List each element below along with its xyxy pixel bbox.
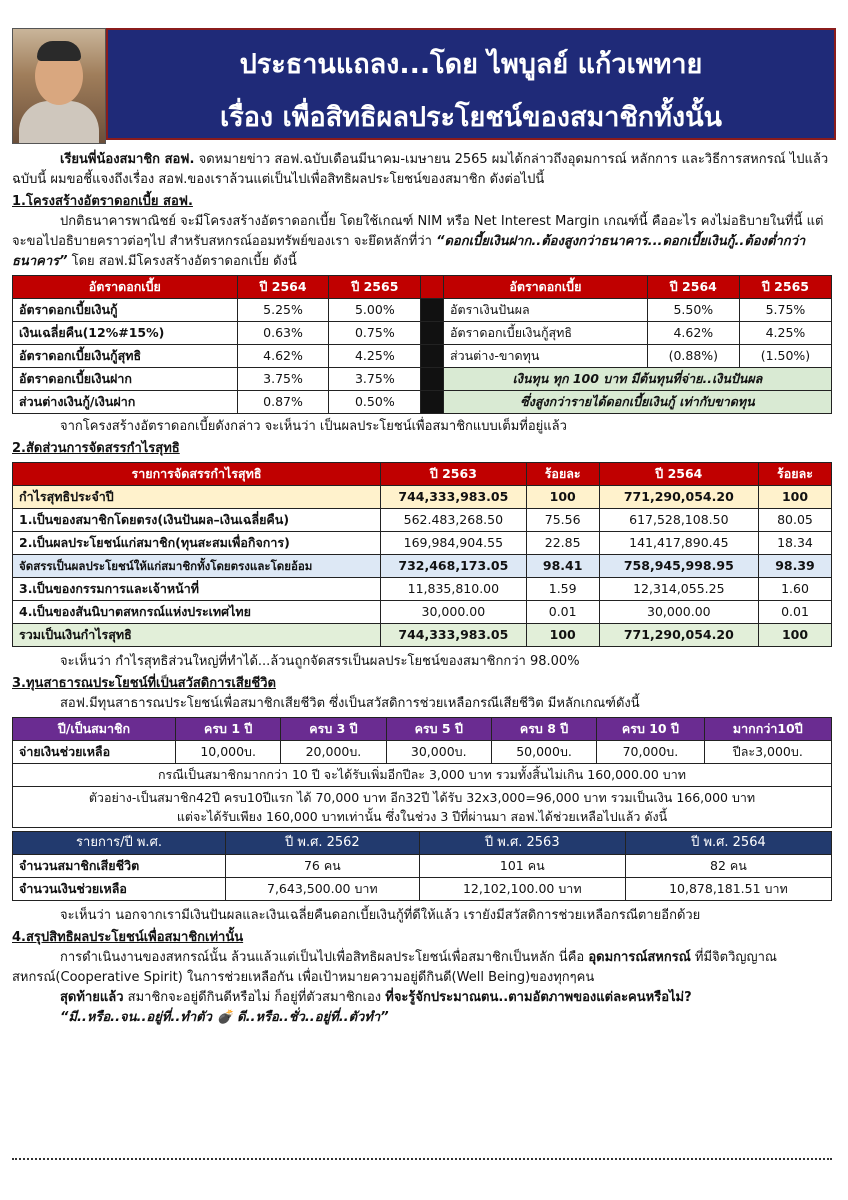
quote-part-1: “มี..หรือ..จน..อยู่ที่..ทำตัว [60,1010,217,1025]
s1-text-a: ปกติธนาคารพาณิชย์ จะมีโครงสร้างอัตราดอกเบี้ย โดยใช้เกณฑ์ NIM หรือ Net Interest Margin เกณฑ์นี้ คืออะไร คงไม่อธิบายในที่นี้ แต่จะขอไปอธิบายคราวต่อๆไป สำหรับสหกรณ์ออมทรัพย์ของเรา จะยึดหลักที่ว่า [12,214,824,249]
bomb-icon: 💣 [216,1010,233,1025]
benefit-header: ครบ 5 ปี [386,718,491,741]
alloc-label: จัดสรรเป็นผลประโยชน์ให้แก่สมาชิกทั้งโดยตรงและโดยอ้อม [13,555,381,578]
s4-ideology: อุดมการณ์สหกรณ์ [588,950,691,965]
alloc-value: 22.85 [526,532,599,555]
section3-heading: 3.ทุนสาธารณประโยชน์ที่เป็นสวัสดิการเสียชีวิต [12,676,276,691]
alloc-value: 100 [759,486,832,509]
benefit-note: กรณีเป็นสมาชิกมากกว่า 10 ปี จะได้รับเพิ่มอีกปีละ 3,000 บาท รวมทั้งสิ้นไม่เกิน 160,000.00 บาท [13,764,832,787]
section3-conclusion: จะเห็นว่า นอกจากเรามีเงินปันผลและเงินเฉลี่ยคืนดอกเบี้ยเงินกู้ที่ดีให้แล้ว เรายังมีสวัสดิการช่วยเหลือกรณีตายอีกด้วย [60,908,701,923]
death-statistics-table [12,831,832,901]
table-row [13,368,832,391]
death-benefit-table [12,717,832,828]
alloc-header: รายการจัดสรรกำไรสุทธิ [13,463,381,486]
table-row [13,345,832,368]
table-row [13,299,832,322]
interest-rate-table [12,275,832,414]
section1-conclusion: จากโครงสร้างอัตราดอกเบี้ยดังกล่าว จะเห็นว่า เป็นผลประโยชน์เพื่อสมาชิกแบบเต็มที่อยู่แล้ว [60,419,567,434]
alloc-value: 771,290,054.20 [599,624,758,647]
table-row [13,787,832,828]
alloc-value: 169,984,904.55 [381,532,527,555]
table-row [13,878,832,901]
alloc-value: 80.05 [759,509,832,532]
alloc-value: 744,333,983.05 [381,624,527,647]
s4-text-c: ที่มีจิตวิญญาณสหกรณ์(Cooperative Spirit) ในการช่วยเหลือกัน เพื่อเป้าหมายความอยู่ดีกินดี(Well Being)ของทุกๆคน [12,950,777,985]
divider [421,299,444,322]
rate-value: 4.25% [739,322,831,345]
section4-paragraph-2 [12,988,832,1008]
rate-value: (0.88%) [647,345,739,368]
benefit-value: 70,000บ. [597,741,704,764]
rate-value: 0.75% [329,322,421,345]
death-header: ปี พ.ศ. 2564 [625,832,831,855]
alloc-value: 30,000.00 [599,601,758,624]
section4-heading: 4.สรุปสิทธิผลประโยชน์เพื่อสมาชิกเท่านั้น [12,930,244,945]
header [12,28,838,144]
s4-text-b: สมาชิกจะอยู่ดีกินดีหรือไม่ ก็อยู่ที่ตัวสมาชิกเอง [123,990,386,1005]
rate-header: ปี 2564 [647,276,739,299]
alloc-value: 758,945,998.95 [599,555,758,578]
alloc-label: 4.เป็นของสันนิบาตสหกรณ์แห่งประเทศไทย [13,601,381,624]
s4-finally: สุดท้ายแล้ว [60,990,124,1005]
alloc-label: กำไรสุทธิประจำปี [13,486,381,509]
rate-value: 0.63% [237,322,329,345]
rate-value: 0.87% [237,391,329,414]
alloc-value: 11,835,810.00 [381,578,527,601]
alloc-value: 75.56 [526,509,599,532]
section4-paragraph-1 [12,948,832,988]
benefit-label: จ่ายเงินช่วยเหลือ [13,741,176,764]
footer-divider [12,1158,832,1160]
death-value: 12,102,100.00 บาท [419,878,625,901]
benefit-header: ครบ 3 ปี [281,718,386,741]
example-line-1: ตัวอย่าง-เป็นสมาชิก42ปี ครบ10ปีแรก ได้ 70,000 บาท อีก32ปี ได้รับ 32x3,000=96,000 บาท รวมเป็นเงิน 166,000 บาท [88,790,756,805]
benefit-header: ครบ 1 ปี [176,718,281,741]
benefit-header: ปี/เป็นสมาชิก [13,718,176,741]
benefit-header: ครบ 8 ปี [491,718,596,741]
rate-label: ส่วนต่าง-ขาดทุน [443,345,647,368]
rate-label: อัตราดอกเบี้ยเงินกู้สุทธิ [443,322,647,345]
benefit-header: ครบ 10 ปี [597,718,704,741]
table-row [13,741,832,764]
alloc-value: 0.01 [759,601,832,624]
greeting: เรียนพี่น้องสมาชิก สอฟ. [60,152,195,167]
rate-header: ปี 2565 [329,276,421,299]
divider [421,368,444,391]
alloc-header: ปี 2563 [381,463,527,486]
s1-principle: “ดอกเบี้ยเงินฝาก..ต้องสูงกว่าธนาคาร...ดอกเบี้ยเงินกู้..ต้องต่ำกว่าธนาคาร” [12,234,806,269]
benefit-value: 50,000บ. [491,741,596,764]
rate-header: อัตราดอกเบี้ย [443,276,647,299]
s4-text-a: การดำเนินงานของสหกรณ์นั้น ล้วนแล้วแต่เป็นไปเพื่อสิทธิผลประโยชน์เพื่อสมาชิกเป็นหลัก นี่คือ [60,950,589,965]
death-value: 7,643,500.00 บาท [226,878,420,901]
rate-label: ส่วนต่างเงินกู้/เงินฝาก [13,391,238,414]
alloc-value: 732,468,173.05 [381,555,527,578]
table-row [13,532,832,555]
table-row [13,855,832,878]
title-banner [106,28,836,140]
closing-quote [12,1008,832,1028]
death-label: จำนวนเงินช่วยเหลือ [13,878,226,901]
alloc-value: 100 [526,624,599,647]
rate-label: อัตราดอกเบี้ยเงินฝาก [13,368,238,391]
death-value: 82 คน [625,855,831,878]
table-row [13,764,832,787]
section2-heading: 2.สัดส่วนการจัดสรรกำไรสุทธิ [12,441,180,456]
title-line-1: ประธานแถลง...โดย ไพบูลย์ แก้วเพทาย [239,49,703,80]
death-header: ปี พ.ศ. 2563 [419,832,625,855]
rate-value: 4.62% [237,345,329,368]
title-line-2: เรื่อง เพื่อสิทธิผลประโยชน์ของสมาชิกทั้งนั้น [219,102,722,133]
rate-value: 5.00% [329,299,421,322]
rate-value: 5.75% [739,299,831,322]
table-row [13,578,832,601]
alloc-value: 1.60 [759,578,832,601]
death-value: 10,878,181.51 บาท [625,878,831,901]
alloc-value: 100 [759,624,832,647]
table-row [13,601,832,624]
rate-label: อัตราดอกเบี้ยเงินกู้ [13,299,238,322]
benefit-value: 20,000บ. [281,741,386,764]
alloc-value: 30,000.00 [381,601,527,624]
rate-label: อัตราเงินปันผล [443,299,647,322]
alloc-value: 98.39 [759,555,832,578]
rate-value: 3.75% [329,368,421,391]
benefit-value: 30,000บ. [386,741,491,764]
rate-header: ปี 2564 [237,276,329,299]
benefit-value: 10,000บ. [176,741,281,764]
alloc-value: 771,290,054.20 [599,486,758,509]
divider [421,322,444,345]
quote-part-2: ดี..หรือ..ชั่ว..อยู่ที่..ตัวทำ” [232,1010,389,1025]
benefit-value: ปีละ3,000บ. [704,741,831,764]
table-row [13,509,832,532]
section1-heading: 1.โครงสร้างอัตราดอกเบี้ย สอฟ. [12,194,193,209]
section3-intro: สอฟ.มีทุนสาธารณประโยชน์เพื่อสมาชิกเสียชีวิต ซึ่งเป็นสวัสดิการช่วยเหลือกรณีเสียชีวิต มีหลักเกณฑ์ดังนี้ [60,696,640,711]
rate-label: อัตราดอกเบี้ยเงินกู้สุทธิ [13,345,238,368]
death-label: จำนวนสมาชิกเสียชีวิต [13,855,226,878]
alloc-value: 141,417,890.45 [599,532,758,555]
loss-note-1: เงินทุน ทุก 100 บาท มีต้นทุนที่จ่าย..เงินปันผล [443,368,831,391]
table-row [13,322,832,345]
death-value: 101 คน [419,855,625,878]
rate-value: 0.50% [329,391,421,414]
table-row [13,391,832,414]
table-row [13,486,832,509]
rate-header: ปี 2565 [739,276,831,299]
rate-value: 5.25% [237,299,329,322]
rate-value: 4.25% [329,345,421,368]
alloc-value: 617,528,108.50 [599,509,758,532]
divider [421,391,444,414]
intro-text: จดหมายข่าว สอฟ.ฉบับเดือนมีนาคม-เมษายน 2565 ผมได้กล่าวถึงอุดมการณ์ หลักการ และวิธีการสหกรณ์ ไปแล้ว ฉบับนี้ ผมขอชี้แจงถึงเรื่อง สอฟ.ของเราล้วนแต่เป็นไปเพื่อสิทธิผลประโยชน์ของสมาชิก ดังต่อไปนี้ [12,152,829,187]
rate-header-gap [421,276,444,299]
table-row [13,555,832,578]
alloc-label: 1.เป็นของสมาชิกโดยตรง(เงินปันผล–เงินเฉลี่ยคืน) [13,509,381,532]
alloc-value: 100 [526,486,599,509]
alloc-value: 18.34 [759,532,832,555]
table-row [13,624,832,647]
alloc-header: ร้อยละ [526,463,599,486]
alloc-header: ร้อยละ [759,463,832,486]
death-value: 76 คน [226,855,420,878]
article-body [12,150,832,1028]
alloc-value: 12,314,055.25 [599,578,758,601]
alloc-label: 3.เป็นของกรรมการและเจ้าหน้าที่ [13,578,381,601]
alloc-label: 2.เป็นผลประโยชน์แก่สมาชิก(ทุนสะสมเพื่อกิจการ) [13,532,381,555]
rate-value: (1.50%) [739,345,831,368]
benefit-header: มากกว่า10ปี [704,718,831,741]
rate-header: อัตราดอกเบี้ย [13,276,238,299]
rate-value: 5.50% [647,299,739,322]
death-header: ปี พ.ศ. 2562 [226,832,420,855]
death-header: รายการ/ปี พ.ศ. [13,832,226,855]
rate-value: 3.75% [237,368,329,391]
profit-allocation-table [12,462,832,647]
alloc-value: 744,333,983.05 [381,486,527,509]
rate-value: 4.62% [647,322,739,345]
alloc-header: ปี 2564 [599,463,758,486]
author-photo [12,28,106,144]
alloc-value: 1.59 [526,578,599,601]
alloc-label: รวมเป็นเงินกำไรสุทธิ [13,624,381,647]
alloc-value: 562.483,268.50 [381,509,527,532]
alloc-value: 98.41 [526,555,599,578]
loss-note-2: ซึ่งสูงกว่ารายได้ดอกเบี้ยเงินกู้ เท่ากับขาดทุน [443,391,831,414]
section2-conclusion: จะเห็นว่า กำไรสุทธิส่วนใหญ่ที่ทำได้...ล้วนถูกจัดสรรเป็นผลประโยชน์ของสมาชิกกว่า 98.00% [60,654,580,669]
benefit-example [13,787,832,828]
section1-paragraph [12,212,832,272]
divider [421,345,444,368]
rate-label: เงินเฉลี่ยคืน(12%#15%) [13,322,238,345]
s4-question: ที่จะรู้จักประมาณตน..ตามอัตภาพของแต่ละคนหรือไม่? [385,990,692,1005]
intro-paragraph [12,150,832,190]
alloc-value: 0.01 [526,601,599,624]
s1-text-c: โดย สอฟ.มีโครงสร้างอัตราดอกเบี้ย ดังนี้ [67,254,297,269]
example-line-2: แต่จะได้รับเพียง 160,000 บาทเท่านั้น ซึ่งในช่วง 3 ปีที่ผ่านมา สอฟ.ได้ช่วยเหลือไปแล้ว ดังนี้ [176,809,668,824]
